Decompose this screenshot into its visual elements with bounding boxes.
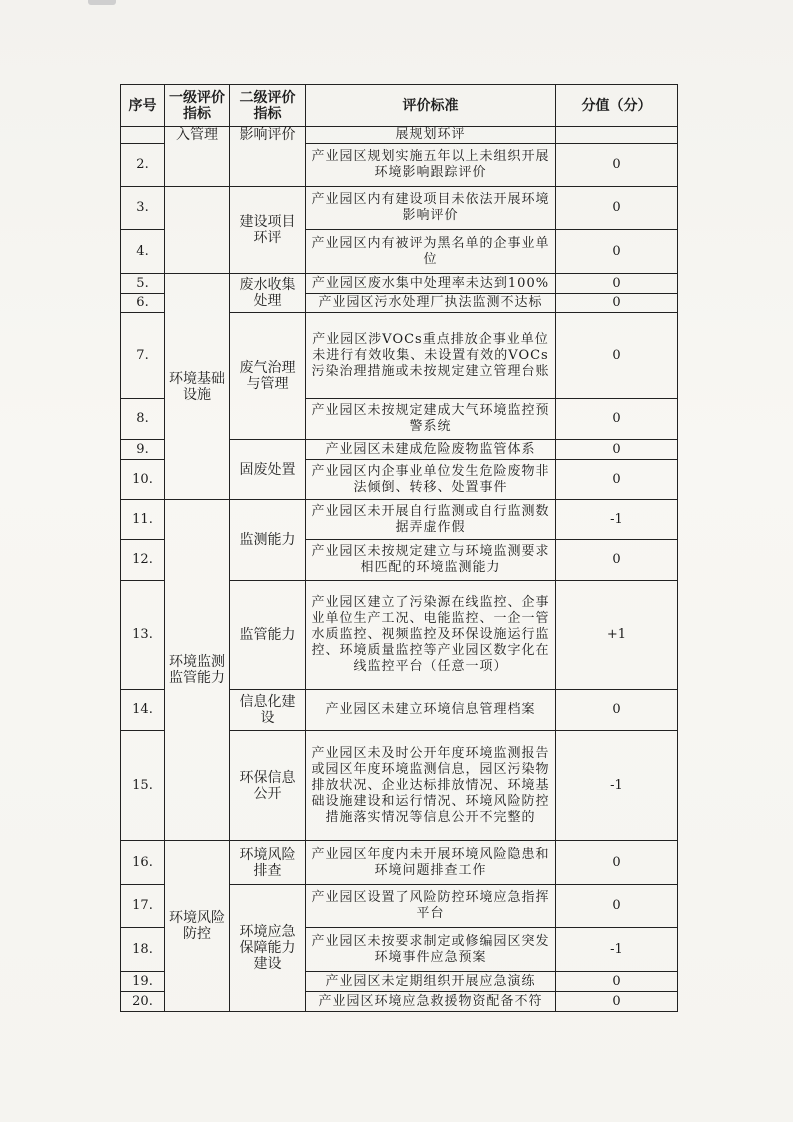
row-no: 9. [121,440,165,460]
row-score [556,127,678,144]
row-no [121,127,165,144]
row-criteria: 产业园区废水集中处理率未达到100% [306,274,556,294]
row-score: -1 [556,500,678,540]
subcategory-emergency: 环境应急保障能力建设 [230,885,306,1012]
row-score: -1 [556,731,678,841]
header-level2: 二级评价指标 [230,85,306,127]
subcategory-risk-check: 环境风险排查 [230,841,306,885]
category-cell-empty [165,187,230,274]
row-no: 8. [121,399,165,440]
row-score: 0 [556,230,678,274]
subcategory-monitoring: 监测能力 [230,500,306,581]
row-score: -1 [556,928,678,972]
header-row [121,85,678,127]
row-no: 3. [121,187,165,230]
subcategory-impact: 影响评价 [230,127,306,187]
subcategory-solid-waste: 固废处置 [230,440,306,500]
row-score: 0 [556,540,678,581]
header-no: 序号 [121,85,165,127]
table-row [121,500,678,540]
row-criteria: 产业园区未及时公开年度环境监测报告或园区年度环境监测信息，园区污染物排放状况、企业达标排放情况、环境基础设施建设和运行情况、环境风险防控措施落实情况等信息公开不完整的 [306,731,556,841]
subcategory-disclosure: 环保信息公开 [230,731,306,841]
category-risk: 环境风险防控 [165,841,230,1012]
row-score: 0 [556,294,678,313]
row-no: 5. [121,274,165,294]
row-criteria: 产业园区内有被评为黑名单的企事业单位 [306,230,556,274]
row-no: 20. [121,992,165,1012]
row-score: 0 [556,187,678,230]
row-score: 0 [556,885,678,928]
row-no: 11. [121,500,165,540]
row-criteria: 产业园区规划实施五年以上未组织开展环境影响跟踪评价 [306,144,556,187]
row-no: 10. [121,460,165,500]
row-score: 0 [556,440,678,460]
evaluation-table [120,84,678,1012]
table-row [121,274,678,294]
row-criteria: 产业园区污水处理厂执法监测不达标 [306,294,556,313]
row-score: 0 [556,841,678,885]
row-no: 19. [121,972,165,992]
row-score: 0 [556,144,678,187]
row-criteria: 产业园区内企事业单位发生危险废物非法倾倒、转移、处置事件 [306,460,556,500]
scan-mark [88,0,116,5]
header-score: 分值（分） [556,85,678,127]
row-criteria: 产业园区涉VOCs重点排放企事业单位未进行有效收集、未设置有效的VOCs污染治理措施或未按规定建立管理台账 [306,313,556,399]
row-no: 4. [121,230,165,274]
row-criteria: 产业园区未定期组织开展应急演练 [306,972,556,992]
subcategory-supervision: 监管能力 [230,581,306,690]
row-criteria: 产业园区未建成危险废物监管体系 [306,440,556,460]
row-score: 0 [556,992,678,1012]
row-no: 13. [121,581,165,690]
row-no: 16. [121,841,165,885]
row-score: 0 [556,274,678,294]
subcategory-project-eia: 建设项目环评 [230,187,306,274]
row-no: 2. [121,144,165,187]
row-criteria: 产业园区环境应急救援物资配备不符 [306,992,556,1012]
row-criteria: 产业园区未按规定建立与环境监测要求相匹配的环境监测能力 [306,540,556,581]
row-score: 0 [556,460,678,500]
criteria-fragment: 展规划环评 [306,127,556,144]
subcategory-wastewater: 废水收集处理 [230,274,306,313]
row-no: 12. [121,540,165,581]
row-no: 17. [121,885,165,928]
category-infra: 环境基础设施 [165,274,230,500]
header-criteria: 评价标准 [306,85,556,127]
row-no: 6. [121,294,165,313]
row-criteria: 产业园区未开展自行监测或自行监测数据弄虚作假 [306,500,556,540]
row-score: +1 [556,581,678,690]
row-criteria: 产业园区年度内未开展环境风险隐患和环境问题排查工作 [306,841,556,885]
subcategory-informatization: 信息化建设 [230,690,306,731]
row-score: 0 [556,313,678,399]
subcategory-exhaust: 废气治理与管理 [230,313,306,440]
category-monitor: 环境监测监管能力 [165,500,230,841]
row-criteria: 产业园区内有建设项目未依法开展环境影响评价 [306,187,556,230]
row-criteria: 产业园区未按规定建成大气环境监控预警系统 [306,399,556,440]
row-no: 18. [121,928,165,972]
header-level1: 一级评价指标 [165,85,230,127]
row-criteria: 产业园区未建立环境信息管理档案 [306,690,556,731]
row-criteria: 产业园区建立了污染源在线监控、企事业单位生产工况、电能监控、一企一管水质监控、视频监控及环保设施运行监控、环境质量监控等产业园区数字化在线监控平台（任意一项） [306,581,556,690]
table-row [121,187,678,230]
row-score: 0 [556,690,678,731]
table-row [121,841,678,885]
row-score: 0 [556,972,678,992]
row-no: 15. [121,731,165,841]
table-row [121,127,678,144]
row-no: 7. [121,313,165,399]
category-entry-fragment: 入管理 [165,127,230,187]
row-criteria: 产业园区设置了风险防控环境应急指挥平台 [306,885,556,928]
row-no: 14. [121,690,165,731]
row-score: 0 [556,399,678,440]
row-criteria: 产业园区未按要求制定或修编园区突发环境事件应急预案 [306,928,556,972]
